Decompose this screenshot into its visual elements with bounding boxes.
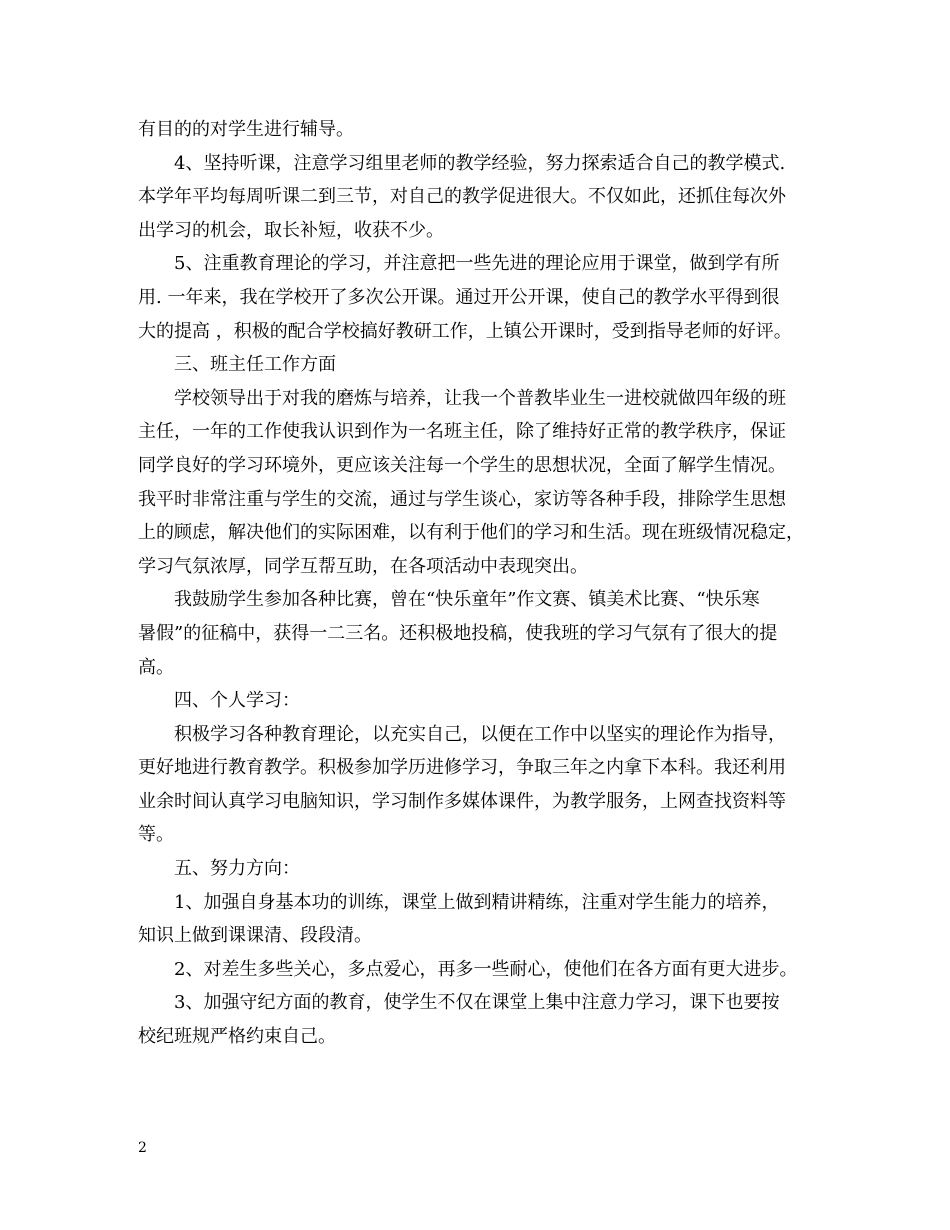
text-line: 等。	[138, 824, 174, 846]
page-number: 2	[138, 1140, 147, 1156]
text-line: 用. 一年来，我在学校开了多次公开课。通过开公开课，使自己的教学水平得到很	[138, 286, 780, 308]
text-line: 学校领导出于对我的磨炼与培养，让我一个普教毕业生一进校就做四年级的班	[174, 387, 786, 409]
text-line: 3、加强守纪方面的教育，使学生不仅在课堂上集中注意力学习，课下也要按	[174, 992, 780, 1014]
text-line: 校纪班规严格约束自己。	[138, 1026, 336, 1048]
text-line: 五、努力方向：	[174, 858, 300, 880]
text-line: 上的顾虑，解决他们的实际困难，以有利于他们的学习和生活。现在班级情况稳定，	[138, 522, 804, 544]
text-line: 1、加强自身基本功的训练，课堂上做到精讲精练，注重对学生能力的培养，	[174, 891, 780, 913]
document-body	[138, 113, 828, 1054]
text-line: 出学习的机会，取长补短，收获不少。	[138, 219, 444, 241]
text-line: 大的提高 ，积极的配合学校搞好教研工作，上镇公开课时，受到指导老师的好评。	[138, 320, 792, 342]
text-line: 业余时间认真学习电脑知识，学习制作多媒体课件，为教学服务，上网查找资料等	[138, 790, 786, 812]
text-line: 知识上做到课课清、段段清。	[138, 925, 372, 947]
text-line: 我平时非常注重与学生的交流，通过与学生谈心，家访等各种手段，排除学生思想	[138, 488, 786, 510]
text-line: 更好地进行教育教学。积极参加学历进修学习，争取三年之内拿下本科。我还利用	[138, 757, 786, 779]
text-line: 有目的的对学生进行辅导。	[138, 119, 354, 140]
text-line: 本学年平均每周听课二到三节，对自己的教学促进很大。不仅如此，还抓住每次外	[138, 186, 786, 208]
text-line: 学习气氛浓厚，同学互帮互助，在各项活动中表现突出。	[138, 555, 588, 577]
text-line: 暑假”的征稿中，获得一二三名。还积极地投稿，使我班的学习气氛有了很大的提	[138, 622, 778, 644]
text-line: 主任，一年的工作使我认识到作为一名班主任，除了维持好正常的教学秩序，保证	[138, 421, 786, 443]
text-line: 三、班主任工作方面	[174, 354, 336, 376]
text-line: 同学良好的学习环境外，更应该关注每一个学生的思想状况，全面了解学生情况。	[138, 454, 786, 476]
text-line: 积极学习各种教育理论，以充实自己，以便在工作中以坚实的理论作为指导，	[174, 723, 786, 745]
text-line: 四、个人学习：	[174, 690, 300, 712]
text-line: 高。	[138, 656, 174, 678]
text-line: 4、坚持听课，注意学习组里老师的教学经验，努力探索适合自己的教学模式.	[174, 152, 786, 174]
text-line: 5、注重教育理论的学习，并注意把一些先进的理论应用于课堂，做到学有所	[174, 253, 780, 275]
text-line: 我鼓励学生参加各种比赛，曾在“快乐童年”作文赛、镇美术比赛、“快乐寒	[174, 589, 760, 611]
text-line: 2、对差生多些关心，多点爱心，再多一些耐心，使他们在各方面有更大进步。	[174, 958, 798, 980]
